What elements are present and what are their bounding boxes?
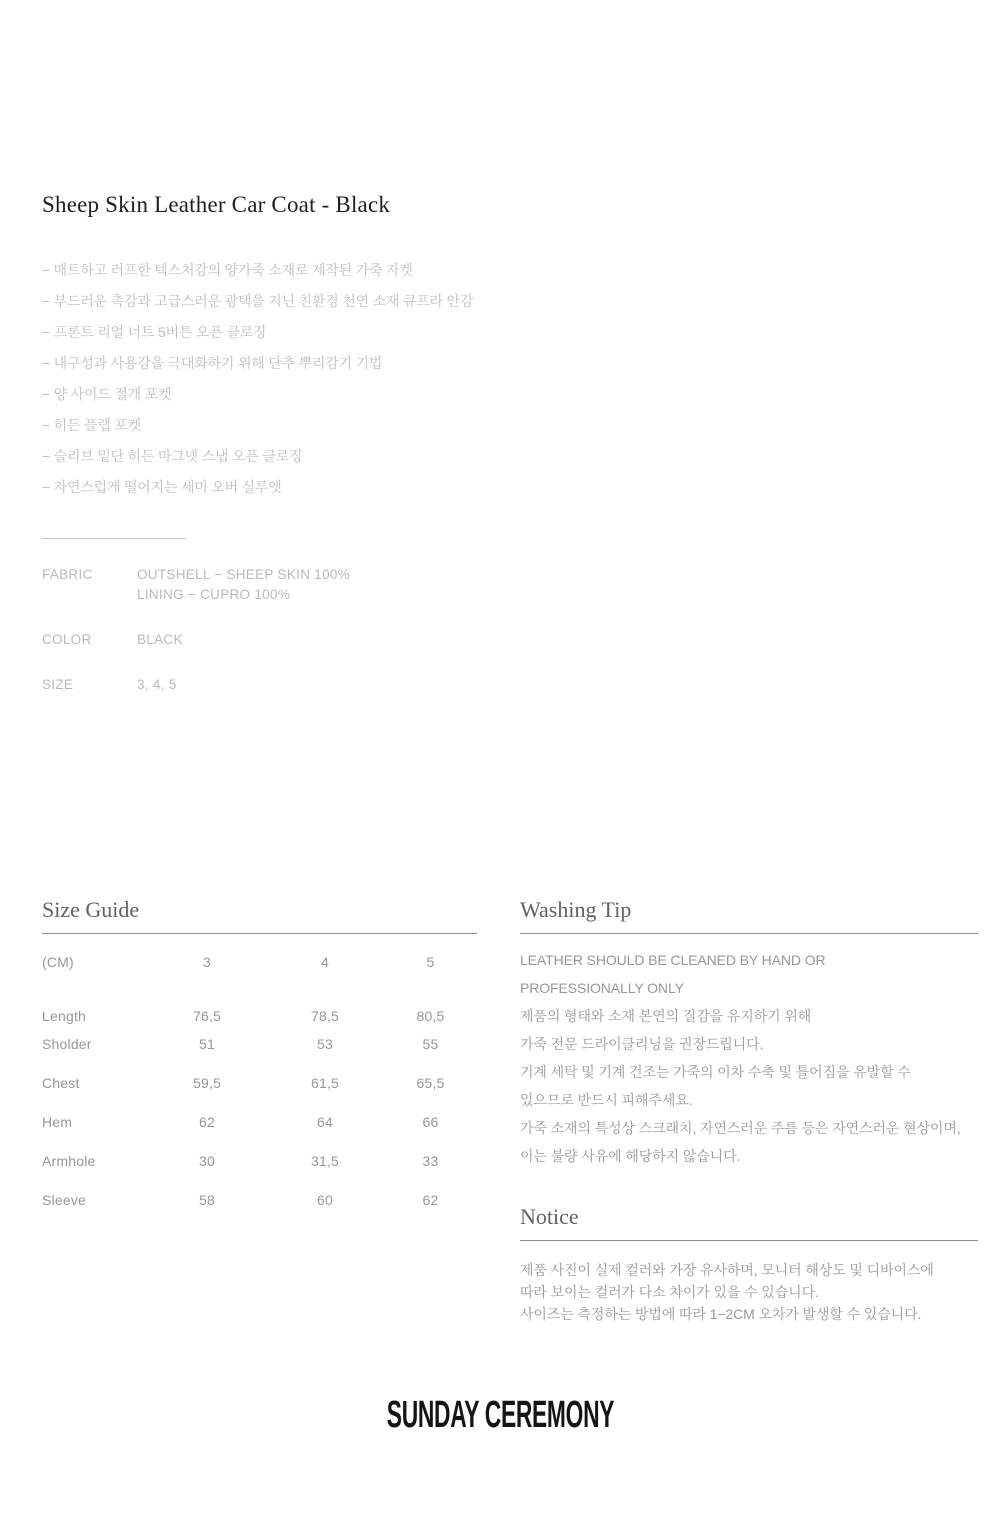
table-row bbox=[42, 1180, 477, 1219]
feature-item: − 자연스럽게 떨어지는 세미 오버 실루엣 bbox=[42, 479, 282, 495]
feature-item: − 슬리브 밑단 히든 마그넷 스냅 오픈 클로징 bbox=[42, 448, 303, 464]
feature-item: − 매트하고 러프한 텍스처감의 양가죽 소재로 제작된 가죽 자켓 bbox=[42, 262, 413, 278]
size-guide-table bbox=[42, 943, 477, 1219]
size-guide-header-row bbox=[42, 943, 477, 981]
cell-value: 64 bbox=[317, 1113, 333, 1130]
feature-item: − 양 사이드 절개 포켓 bbox=[42, 386, 172, 402]
washing-tip-line: PROFESSIONALLY ONLY bbox=[520, 980, 684, 996]
washing-tip-line: 가죽 소재의 특성상 스크래치, 자연스러운 주름 등은 자연스러운 현상이며, bbox=[520, 1120, 961, 1136]
size-guide-title: Size Guide bbox=[42, 898, 477, 934]
cell-value: 33 bbox=[422, 1152, 439, 1169]
cell-value: 65,5 bbox=[416, 1074, 445, 1091]
row-label: Length bbox=[42, 1008, 87, 1024]
spec-value-group bbox=[137, 565, 350, 605]
row-label: Chest bbox=[42, 1074, 80, 1091]
spec-list bbox=[42, 565, 350, 720]
spec-value: LINING − CUPRO 100% bbox=[137, 587, 291, 602]
row-label: Hem bbox=[42, 1113, 73, 1130]
divider-line bbox=[42, 538, 186, 539]
size-guide-unit-header: (CM) bbox=[42, 954, 74, 970]
spec-row-fabric bbox=[42, 565, 350, 605]
feature-item: − 부드러운 촉감과 고급스러운 광택을 지닌 친환경 천연 소재 큐프라 안감 bbox=[42, 293, 474, 309]
washing-tip-line: 이는 불량 사유에 해당하지 않습니다. bbox=[520, 1148, 741, 1164]
spec-row-size bbox=[42, 675, 350, 695]
size-guide-column-header: 3 bbox=[203, 954, 211, 970]
washing-tip-title: Washing Tip bbox=[520, 898, 978, 934]
cell-value: 78,5 bbox=[310, 1008, 340, 1024]
feature-item: − 내구성과 사용감을 극대화하기 위해 단추 뿌리감기 기법 bbox=[42, 355, 383, 371]
row-label: Sholder bbox=[42, 1035, 92, 1052]
table-row bbox=[42, 1024, 477, 1063]
brand-logo: SUNDAY CEREMONY bbox=[386, 1394, 614, 1436]
feature-list bbox=[42, 255, 473, 503]
spec-value: 3, 4, 5 bbox=[137, 677, 177, 692]
notice-section bbox=[520, 1205, 978, 1325]
page-title: Sheep Skin Leather Car Coat - Black bbox=[42, 192, 391, 217]
spec-value-group bbox=[137, 675, 177, 695]
row-label: Armhole bbox=[42, 1152, 96, 1169]
washing-tip-body bbox=[520, 946, 978, 1170]
notice-body bbox=[520, 1259, 978, 1325]
spec-value-group bbox=[137, 630, 183, 650]
cell-value: 31,5 bbox=[310, 1152, 340, 1169]
cell-value: 55 bbox=[422, 1035, 439, 1052]
cell-value: 51 bbox=[199, 1035, 215, 1052]
spec-label: COLOR bbox=[42, 632, 92, 647]
feature-item: − 프론트 리얼 너트 5버튼 오픈 클로징 bbox=[42, 324, 267, 340]
cell-value: 58 bbox=[199, 1191, 215, 1208]
notice-line: 사이즈는 측정하는 방법에 따라 1−2CM 오차가 발생할 수 있습니다. bbox=[520, 1306, 922, 1322]
notice-line: 제품 사진이 실제 컬러와 가장 유사하며, 모니터 해상도 및 디바이스에 bbox=[520, 1262, 934, 1278]
cell-value: 30 bbox=[199, 1152, 215, 1169]
table-row bbox=[42, 1141, 477, 1180]
washing-tip-line: 제품의 형태와 소재 본연의 질감을 유지하기 위해 bbox=[520, 1008, 812, 1024]
spec-label: FABRIC bbox=[42, 567, 93, 582]
cell-value: 59,5 bbox=[192, 1074, 222, 1091]
cell-value: 66 bbox=[422, 1113, 439, 1130]
spec-value: OUTSHELL − SHEEP SKIN 100% bbox=[137, 567, 351, 582]
washing-tip-line: 가죽 전문 드라이클리닝을 권장드립니다. bbox=[520, 1036, 764, 1052]
cell-value: 53 bbox=[317, 1035, 333, 1052]
washing-tip-line: 기계 세탁 및 기계 건조는 가죽의 이차 수축 및 틀어짐을 유발할 수 bbox=[520, 1064, 911, 1080]
washing-tip-section bbox=[520, 898, 978, 1170]
cell-value: 80,5 bbox=[416, 1008, 445, 1024]
spec-row-color bbox=[42, 630, 350, 650]
cell-value: 62 bbox=[199, 1113, 215, 1130]
table-row bbox=[42, 1102, 477, 1141]
size-guide-section bbox=[42, 898, 477, 1219]
cell-value: 62 bbox=[422, 1191, 439, 1208]
spec-label: SIZE bbox=[42, 677, 74, 692]
notice-line: 따라 보이는 컬러가 다소 차이가 있을 수 있습니다. bbox=[520, 1284, 819, 1300]
table-row bbox=[42, 1063, 477, 1102]
size-guide-column-header: 4 bbox=[321, 954, 329, 970]
row-label: Sleeve bbox=[42, 1191, 87, 1208]
cell-value: 60 bbox=[317, 1191, 333, 1208]
washing-tip-line: 있으므로 반드시 피해주세요. bbox=[520, 1092, 693, 1108]
cell-value: 76,5 bbox=[192, 1008, 222, 1024]
size-guide-column-header: 5 bbox=[426, 954, 435, 970]
notice-title: Notice bbox=[520, 1205, 978, 1241]
washing-tip-line: LEATHER SHOULD BE CLEANED BY HAND OR bbox=[520, 952, 826, 968]
spec-value: BLACK bbox=[137, 632, 183, 647]
feature-item: − 히든 플랩 포켓 bbox=[42, 417, 141, 433]
cell-value: 61,5 bbox=[310, 1074, 340, 1091]
table-row bbox=[42, 981, 477, 1024]
footer bbox=[0, 1396, 1000, 1434]
